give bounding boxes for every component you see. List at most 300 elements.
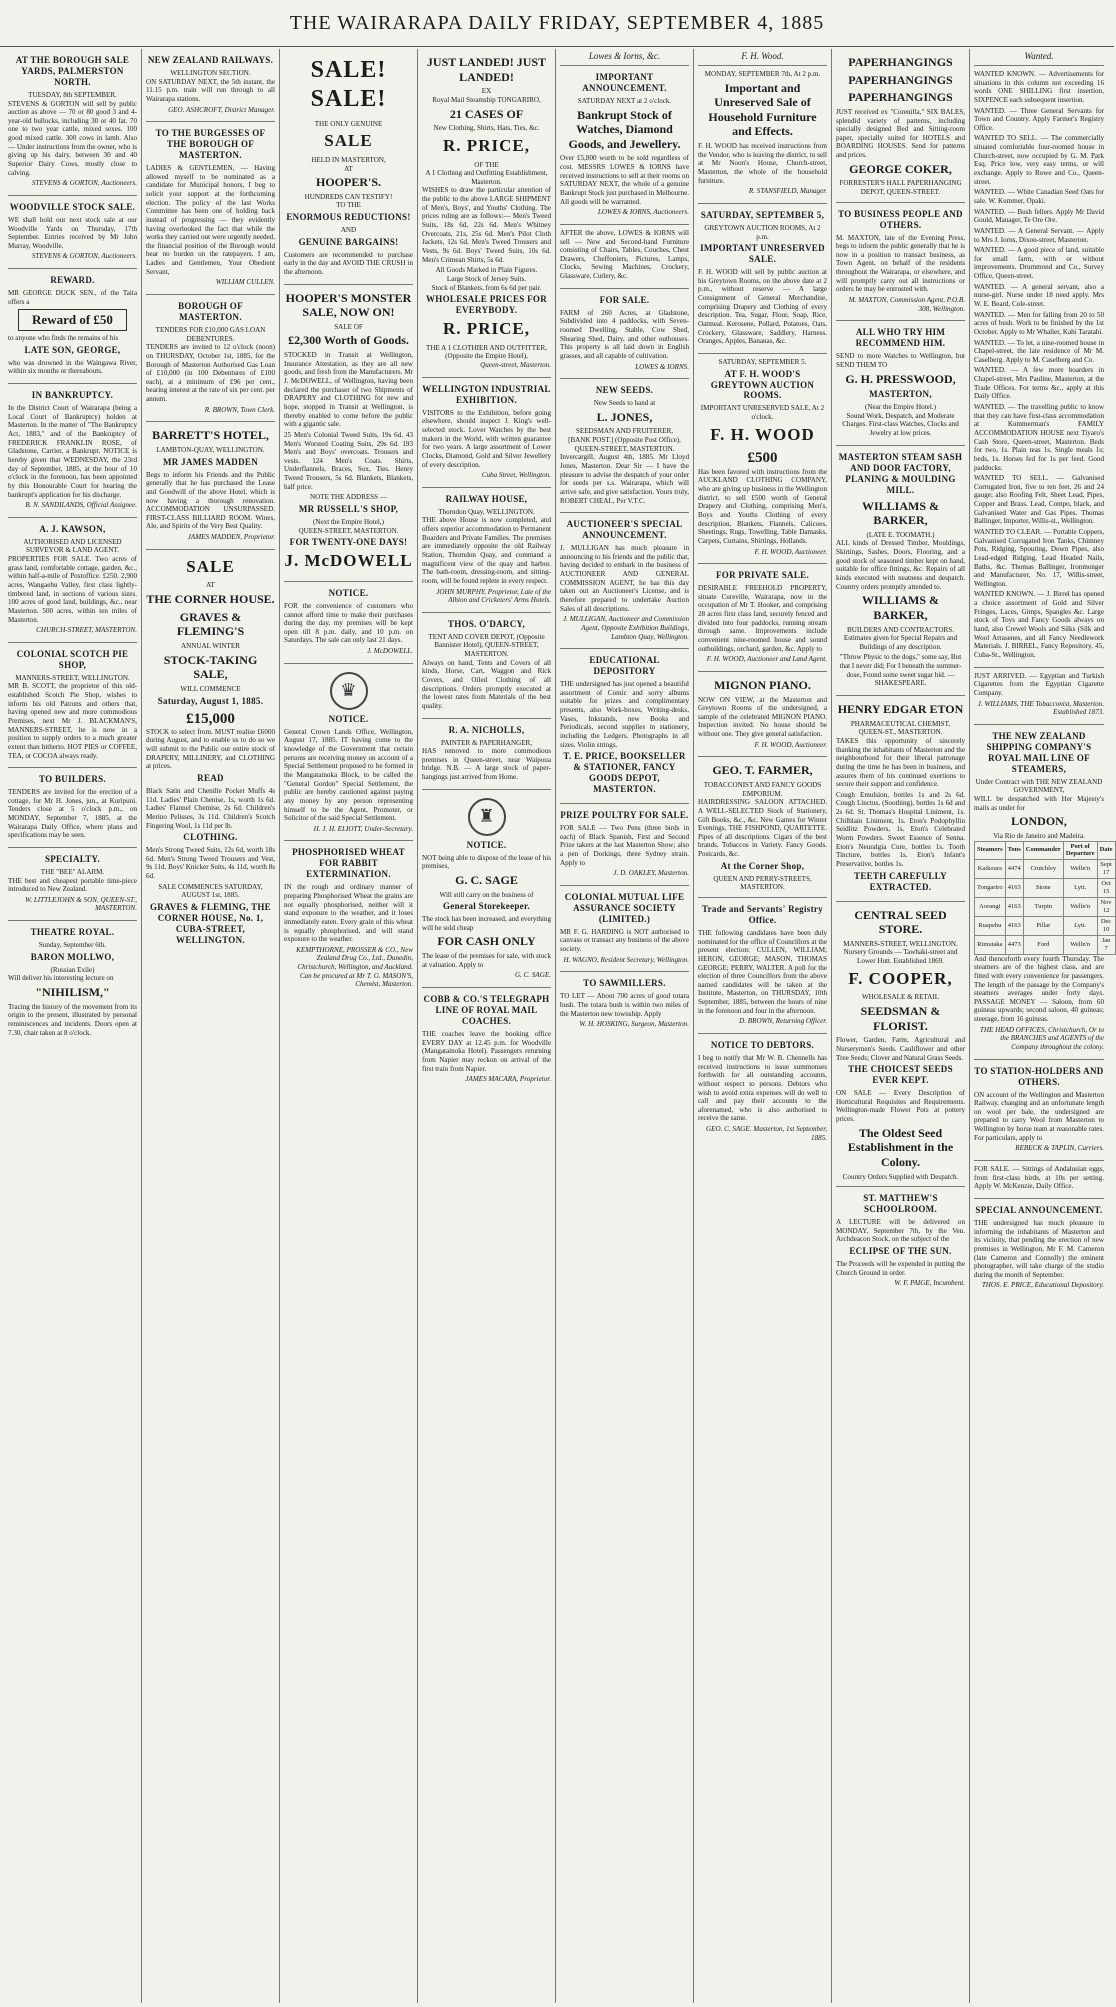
ad-title: "NIHILISM," xyxy=(35,984,110,999)
ad-title: THE CORNER HOUSE. xyxy=(146,592,275,607)
ad-body: STOCK to select from. MUST realise £6000 during August, and to enable us to do so we will submit to the Public our entire stock of DRAPERY, MILLINERY, and CLOTHING at prices. xyxy=(146,727,275,771)
ad-heading: HENRY EDGAR ETON xyxy=(837,702,964,717)
ad-monster-sale xyxy=(284,285,413,582)
table-cell: Oct 15 xyxy=(1097,879,1115,898)
ad-word: HUNDREDS CAN TESTIFY! xyxy=(304,192,393,201)
ad-signature: LOWES & IORNS. xyxy=(635,362,689,371)
ad-note: SALE COMMENCES SATURDAY, AUGUST 1st, 1885. xyxy=(158,882,263,900)
ad-body: STEVENS & GORTON will sell by public auction as above — 70 or 80 good 3 and 4-year-old bullocks, including 30 or 40 fat. 70 one to two year cattle, mixed sexes. 100 good mixed cattle. 300 cows in lamb. Also — Under instructions from the owner, who is giving up his dairy, between 30 and 40 Superior Dairy Cows, mostly close to calving. xyxy=(8,99,137,177)
ad-to-builders xyxy=(8,768,137,848)
ad-title: IMPORTANT UNRESERVED SALE. xyxy=(700,243,825,265)
ad-title: WHOLESALE PRICES FOR EVERYBODY. xyxy=(425,294,548,316)
ad-body: Flower, Garden, Farm, Agricultural and Nurserymen's Seeds. Cauliflower and other Tree Seeds; Clover and Natural Grass Seeds. xyxy=(836,1036,965,1062)
ad-signature: J. MULLIGAN, Auctioneer and Commission Agent, Opposite Exhibition Buildings, Lambton Quay, Wellington. xyxy=(563,615,689,641)
ad-word: ANNUAL WINTER xyxy=(181,642,240,650)
ad-gas-loan xyxy=(146,295,275,422)
ad-title: THE CHOICEST SEEDS EVER KEPT. xyxy=(848,1064,953,1086)
ad-phosphorised-wheat xyxy=(284,841,413,996)
column-7 xyxy=(832,49,970,2003)
ad-heading: PAPERHANGINGS xyxy=(848,90,953,105)
ad-body: Tracing the history of the movement from its origin to the present, illustrated by personal reminiscences and incidents. Doors open at 7.30, chair taken at 8 o'clock. xyxy=(8,1002,137,1037)
ad-name: G. H. PRESSWOOD, xyxy=(845,371,956,386)
ad-signature: JAMES MADDEN, Proprietor. xyxy=(187,533,275,542)
ad-heading: NOTICE. xyxy=(466,839,507,850)
ad-subheading: BUILDERS AND CONTRACTORS. xyxy=(847,625,954,634)
ad-body: WILL be despatched with Her Majesty's mails as under for xyxy=(974,794,1104,812)
column-tag: Wanted. xyxy=(974,49,1104,66)
ad-heading: THOS. O'DARCY, xyxy=(447,618,526,629)
ad-st-matthews xyxy=(836,1187,965,1295)
ad-body: 25 Men's Colonial Tweed Suits, 19s 6d. 43 Men's Worsted Coating Suits, 29s 6d. 193 Men's and Boys' overcoats. Trousers and vests. 124 Men's Coats. Shirts, Underflannels, Braces, Sox, Ties. Henry Tweed Trousers, 5s 6d. Blankets, Blankets, half price. xyxy=(284,430,413,491)
ad-title: Important and Unreserved Sale of Household Furniture and Effects. xyxy=(708,80,817,139)
ad-signature: B. N. SANDILANDS, Official Assignee. xyxy=(25,501,137,510)
ad-heading: THEATRE ROYAL. xyxy=(30,927,115,938)
ad-heading: AT F. H. WOOD'S GREYTOWN AUCTION ROOMS. xyxy=(710,368,815,401)
ad-subheading: A 1 Clothing and Outfitting Establishment, Masterton. xyxy=(425,169,548,186)
ad-body: ON SALE — Every Description of Horticultural Requisites and Requirements. Wellington-made Flower Pots at pottery prices. xyxy=(836,1089,965,1124)
table-cell: Welln'n xyxy=(1063,935,1097,954)
ad-body: HAS removed to more commodious premises in Queen-street, near Waipoua bridge. N.B. — A large stock of paper-hangings just arrived from Home. xyxy=(422,747,551,782)
ad-heading: SALE xyxy=(186,556,235,576)
ad-body: Will deliver his interesting lecture on xyxy=(8,974,114,983)
ad-signature: JAMES MACARA, Proprietor. xyxy=(465,1075,551,1084)
ad-body: THE best and cheapest portable time-piece introduced to New Zealand. xyxy=(8,876,137,894)
ad-subheading: (Next the Empire Hotel,) xyxy=(313,517,384,526)
ad-subheading: Thorndon Quay, WELLINGTON. xyxy=(438,507,535,516)
ad-body: F. H. WOOD will sell by public auction at his Greytown Rooms, on the above date at 2 p.m., without reserve — A large Consignment of General Merchandise, comprising Drapery and Clothing of every description. Tea, Sugar, Flour, Soap, Rice, Oatmeal. Kerosene, Pollard, Potatoes, Oats, Crockery, Glassware, Saddlery, Harness. Oranges, Apples, Bananas, &c. xyxy=(698,268,827,346)
table-cell: 4163 xyxy=(1005,898,1023,917)
ad-body: IN the rough and ordinary manner of preparing Phosphorised Wheat the grains are not equally phosphorised, neither will it stand exposure to the weather, and it loses immediately eaten. Every grain of this wheat is equally phosphorised, and will stand exposure to the weather. xyxy=(284,883,413,944)
table-cell: 4474 xyxy=(1005,860,1023,879)
shipping-header-cell: Port of Departure xyxy=(1063,841,1097,860)
ad-signature: W. LITTLEJOHN & SON, QUEEN-ST., MASTERTON. xyxy=(25,895,137,913)
table-cell: 4473 xyxy=(1005,935,1023,954)
shipping-table-header xyxy=(975,841,1116,860)
ad-word: HELD IN MASTERTON, xyxy=(311,155,386,164)
ad-body: TENDERS are invited for the erection of a cottage, for Mr H. Jones, jun., at Kuripuni. Tenders close at 5 o'clock p.m., on MONDAY, September 7, 1885, at the Wairarapa Daily Office, where plans and specifications may be seen. xyxy=(8,788,137,840)
ad-body: F. H. WOOD has received instructions from the Vendor, who is leaving the district, to sell at Mr Noon's House, Church-street, Masterton, the whole of the household furniture. xyxy=(698,142,827,185)
ad-notice-debtors xyxy=(698,1034,827,1149)
table-cell: Pillar xyxy=(1023,916,1063,935)
ad-subheading: THE "BEE" ALARM. xyxy=(40,867,105,876)
ad-heading: NEW ZEALAND RAILWAYS. xyxy=(147,55,274,65)
ad-name: WILLIAMS & BARKER, xyxy=(861,498,939,528)
ad-word: SALE OF xyxy=(334,322,363,331)
table-cell: Crutchley xyxy=(1023,860,1063,879)
wanted-item: WANTED TO CLEAR. — Portable Coppers, Galvanised Corrugated Iron Tanks, Chimney Pots, Ridging, Spouting, Down Pipes, also Lead-edged Ridging, Lead Headed Nails, Baths, &c. Thomas Ballinger, Ironmonger and Manufacturer, No. 17, Willis-street, Wellington. xyxy=(974,528,1104,588)
ad-title: SALE xyxy=(324,131,373,151)
ad-heading: GEO. T. FARMER, xyxy=(712,763,813,778)
ad-signature: H. J. H. ELIOTT, Under-Secretary. xyxy=(313,824,413,833)
ad-body: Estimates given for Special Repairs and Buildings of any description. xyxy=(843,634,958,651)
ad-name: G. C. SAGE xyxy=(455,872,518,887)
ad-sage-notice xyxy=(422,790,551,988)
ad-body: Has been favored with instructions from the AUCKLAND CLOTHING COMPANY, who are giving up business in the Wellington district, to sell £500 worth of General Drapery and Clothing, comprising Men's, Boys and Youths Clothing of every description, Blankets, Flannels, Calicoes, Sheetings, Rugs, Towelling, Table Damasks, Carpets, Curtains, Shirtings, Hollands. xyxy=(698,467,827,545)
ad-signature: T. E. PRICE, BOOKSELLER & STATIONER, FANCY GOODS DEPOT, MASTERTON. xyxy=(563,751,686,795)
ad-subheading: New Seeds to hand at xyxy=(593,399,656,408)
ad-body: MR GEORGE DUCK SEN., of the Taita offers a xyxy=(8,289,137,306)
beehive-icon: ♜ xyxy=(468,798,506,836)
ad-kawson xyxy=(8,518,137,643)
ad-furniture xyxy=(560,225,689,289)
ad-body: DESIRABLE FREEHOLD PROPERTY, situate Cureville, Wairarapa, now in the occupation of Mr T. Hooker, and comprising 28 acres first class land, securely fenced and divided into four paddocks, running stream through same. Improvements include convenient nine-roomed house and sound outbuildings, orchard, garden, &c. Apply to xyxy=(698,584,827,653)
ad-heading: FOR SALE. xyxy=(599,294,650,305)
column-6 xyxy=(694,49,832,2003)
ad-date: TUESDAY, 8th SEPTEMBER. xyxy=(28,90,117,99)
ad-business-people xyxy=(836,203,965,322)
ad-signature: J. D. OAKLEY, Masterton. xyxy=(613,869,689,878)
column-tag: F. H. Wood. xyxy=(698,49,827,66)
ad-word: TO THE xyxy=(336,201,361,210)
ad-word: WILL COMMENCE xyxy=(180,684,241,693)
ad-heading: SPECIAL ANNOUNCEMENT. xyxy=(975,1204,1103,1215)
masthead xyxy=(0,0,1114,47)
ad-word: AT xyxy=(344,164,353,173)
ad-household-furniture xyxy=(698,66,827,204)
ad-prize-poultry xyxy=(560,804,689,886)
ad-name: GRAVES & FLEMING'S xyxy=(176,609,245,639)
ad-note: Country Orders Supplied with Despatch. xyxy=(842,1172,959,1181)
table-cell: Welln'n xyxy=(1063,898,1097,917)
ad-subheading: QUEEN-STREET, MASTERTON. xyxy=(298,526,399,535)
ad-heading: COBB & CO.'S TELEGRAPH LINE OF ROYAL MAIL COACHES. xyxy=(423,994,550,1026)
ad-andalusian-eggs xyxy=(974,1161,1104,1199)
ad-note: Large Stock of Jersey Suits. xyxy=(446,274,527,283)
ad-body: Black Satin and Chenille Pocket Muffs 4s 11d. Ladies' Plain Chenise, 1s, worth 1s 6d. Ladies' Flannel Chemise, 2s 6d. Children's Merino Pelisses, 3s 11d. Children's Scotch Fingering Wool, 1s 11d per lb. xyxy=(146,786,275,830)
ad-heading: WELLINGTON INDUSTRIAL EXHIBITION. xyxy=(422,383,551,405)
ad-name: HOOPER'S. xyxy=(315,175,381,190)
ad-just-landed xyxy=(422,49,551,378)
ad-signature: STEVENS & GORTON, Auctioneers. xyxy=(31,252,137,261)
table-cell: Kaikoura xyxy=(975,860,1006,879)
ad-burgesses xyxy=(146,122,275,295)
ad-barretts-hotel xyxy=(146,422,275,549)
ad-body: THE coaches leave the booking office EVERY DAY at 12.45 p.m. for Woodville (Mangatainoka Hotel). Passengers returning from Napier may reckon on arrival of the first train from Napier. xyxy=(422,1029,551,1073)
ad-body: TO LET — About 700 acres of good totara bush. The totara bush is within two miles of the Masterton new township. Apply xyxy=(560,992,689,1018)
ad-signature: R. BROWN, Town Clerk. xyxy=(204,405,275,414)
ad-heading: BARRETT'S HOTEL, xyxy=(152,428,269,443)
ad-industrial-exhibition xyxy=(422,378,551,488)
ad-signature: THE HEAD OFFICES, Christchurch, Or to the BRANCHES and AGENTS of the Company throughout the colony. xyxy=(979,1025,1104,1051)
wanted-item: WANTED. — Bush fellers. Apply Mr David Gould, Manager, Te Ore Ore. xyxy=(974,207,1104,225)
ad-body: TENDERS are invited to 12 o'clock (noon) on THURSDAY, October 1st, 1885, for the Borough of Masterton Authorised Gas Loan of £10,000 (in 100 Debentures of £100 each), at a minimum of £96 per cent., bearing interest at the rate of six per cent. per annum. xyxy=(146,343,275,404)
ad-body: Nursery Grounds — Tawhaki-street and Lower Hutt. Established 1869. xyxy=(843,948,958,966)
ad-body: A LECTURE will be delivered on MONDAY, September 7th, by the Ven. Archdeacon Stock, on the subject of the xyxy=(836,1218,965,1244)
ad-subheading: MANNERS-STREET, WELLINGTON. xyxy=(843,939,958,948)
ad-railway-house xyxy=(422,488,551,613)
ad-subheading: GREYTOWN AUCTION ROOMS, At 2 p.m. xyxy=(704,223,821,241)
ad-subheading: READ xyxy=(197,773,224,783)
ad-signature: GEO. C. SAGE. Masterton, 1st September, 1885. xyxy=(706,1125,827,1142)
ad-word: THE ONLY GENUINE xyxy=(314,119,383,128)
ad-body: J. MULLIGAN has much pleasure in announcing to his friends and the public that, having decided to embark in the business of AUCTIONEER AND GENERAL COMMISSION AGENT, he has this day taken out an Auctioneer's License, and is therefore prepared to undertake Auction Sales of all descriptions. xyxy=(560,544,689,613)
ad-body: THE undersigned has just opened a beautiful assortment of Comic and sorry albums suitable for prizes and complimentary presents, also Work-boxes, Writing-desks, Vases, Inkstands, new Books and Periodicals, second supplies in stationery, including the Ledgers. Photographs in all sizes. Violin strings. xyxy=(560,680,689,749)
ad-signature: M. MAXTON, Commission Agent, P.O.B. 308, Wellington. xyxy=(848,296,965,313)
ad-woodville xyxy=(8,196,137,269)
ad-title: ENORMOUS REDUCTIONS! xyxy=(286,212,411,223)
ad-date: Sunday, September 6th. xyxy=(38,941,107,950)
ad-signature: R. STANSFIELD, Manager. xyxy=(748,187,827,196)
ad-station-holders xyxy=(974,1060,1104,1161)
ad-subheading: SEEDSMAN AND FRUITERER, xyxy=(575,427,674,436)
ad-signature: JOHN MURPHY, Proprietor, Late of the Albion and Cricketers' Arms Hotels. xyxy=(436,587,551,605)
ad-signature: KEMPTHORNE, PROSSER & CO., New Zealand Drug Co., Ltd., Dunedin, Christchurch, Wellington, and Auckland. Can be procured at Mr T. G. MASON'S, Chemist, Masterton. xyxy=(296,945,413,989)
wanted-item: WANTED. — A general servant, also a nurse-girl. Nurse under 18 need apply. Mrs W. E. Beard, Cole-street. xyxy=(974,282,1104,308)
ad-body: ON SATURDAY NEXT, the 5th instant, the 11.15 p.m. train will run through to all Wairarapa stations. xyxy=(146,77,275,103)
ad-title: 21 CASES OF xyxy=(449,106,524,121)
ad-body: The stock has been increased, and everything will be sold cheap xyxy=(422,915,551,932)
ad-subheading: TENT AND COVER DEPOT, (Opposite Bannister Hotel), QUEEN-STREET, MASTERTON. xyxy=(428,632,545,659)
ad-title: General Storekeeper. xyxy=(443,901,530,912)
ad-body: NOT being able to dispose of the lease of his premises, xyxy=(422,853,551,871)
wanted-item: WANTED. — White Canadian Seed Oats for sale. W. Kummer, Opaki. xyxy=(974,188,1104,205)
wanted-item: WANTED. — Men for falling from 20 to 50 acres of bush. Work to be finished by the 1st October. Apply to Mr Whalier, Kahi Taratahi. xyxy=(974,310,1104,336)
ad-heading: IMPORTANT ANNOUNCEMENT. xyxy=(582,71,667,93)
ad-name: F. H. WOOD xyxy=(710,424,815,444)
ad-subheading: PHARMACEUTICAL CHEMIST, xyxy=(850,719,951,728)
table-cell: Welln'n xyxy=(1063,860,1097,879)
ad-signature: F. H. WOOD, Auctioneer. xyxy=(754,740,827,749)
ad-note: Stock of Blankets, from 6s 6d per pair. xyxy=(431,283,542,292)
ad-heading: REWARD. xyxy=(50,275,95,286)
ad-name: BARON MOLLWO, xyxy=(30,951,115,962)
ad-bankrupt-stock xyxy=(560,66,689,225)
ad-councillors-election xyxy=(698,898,827,1034)
ad-title: LONDON, xyxy=(1011,814,1067,829)
shipping-header-cell: Tons xyxy=(1005,841,1023,860)
ad-heading: MASTERTON STEAM SASH AND DOOR FACTORY, PLANING & MOULDING MILL. xyxy=(838,451,963,495)
ad-heading: NOTICE TO DEBTORS. xyxy=(710,1040,815,1050)
ad-amount: £15,000 xyxy=(186,710,235,727)
ad-heading: TO STATION-HOLDERS AND OTHERS. xyxy=(974,1065,1104,1087)
ad-title: At the Corner Shop, xyxy=(720,860,805,871)
ad-name: WILLIAMS & BARKER, xyxy=(861,593,939,622)
ad-heading: JUST LANDED! JUST LANDED! xyxy=(426,55,547,84)
ad-subheading: Via Rio de Janeiro and Madeira. xyxy=(993,831,1085,840)
ad-heading: BOROUGH OF MASTERTON. xyxy=(178,301,243,323)
ad-signature: J. McDOWELL. xyxy=(367,647,413,656)
shipping-header-cell: Steamers xyxy=(975,841,1006,860)
ad-date: SATURDAY NEXT at 2 o'clock. xyxy=(577,96,672,105)
ad-name: F. COOPER, xyxy=(848,968,953,988)
ad-word: Will still carry on the business of xyxy=(439,890,534,899)
ad-name: L. JONES, xyxy=(596,409,653,424)
ad-educational-depository xyxy=(560,649,689,804)
ad-subheading: (Opposite the Empire Hotel), xyxy=(445,352,528,361)
ad-cobb-coaches xyxy=(422,988,551,1091)
shipping-table xyxy=(974,841,1116,955)
ad-title: STOCK-TAKING SALE, xyxy=(163,652,258,682)
ad-mignon-piano xyxy=(698,672,827,757)
ad-private-sale xyxy=(698,564,827,672)
wanted-item: WANTED. — A good piece of land, suitable for small farm, with or without improvements. Drummond and Co., Survey Office, Queen-street. xyxy=(974,246,1104,281)
ad-just-arrived xyxy=(974,668,1104,725)
table-cell: Turpin xyxy=(1023,898,1063,917)
ad-clothing-company xyxy=(698,354,827,564)
ad-body: Cough Emulsion, bottles 1s and 2s 6d. Cough Linctus, (Soothing), bottles 1s 6d and 2s 6d. St. Thomas's Hospital Liniment, 1s. Chilblain Liniment, 1s. Eton's Podophyllin Seidlitz Powders, 1s. Eton's Celebrated Worm Powders. Sweet Essence of Senna. Eton's Neuralgia Cure, bottles 1s. Tooth Tincture, bottles 1s. Eton's Infant's Preservative, bottles 1s. xyxy=(836,790,965,868)
table-cell: 4163 xyxy=(1005,879,1023,898)
ad-body: STOCKED in Transit at Wellington, Insurance Attestation, as they are all new goods, and fresh from the Manufacturers. Mr J. McDOWELL, of Wellington, having been declared the purchaser of two Shipments of DRAPERY and CLOTHING for new and hope, stopped in Transit at Wellington, is thereby enabled to come before the public with a gigantic sale. xyxy=(284,351,413,429)
wanted-item: WANTED. — Three General Servants for Town and Country. Apply Farmer's Registry Office. xyxy=(974,106,1104,132)
table-cell: Tongariro xyxy=(975,879,1006,898)
ad-body: WE shall hold our next stock sale at our Woodville Yards on Thursday, 17th September. Entries received by Mr John Murray, Woodville. xyxy=(8,215,137,250)
ad-body: THE following candidates have been duly nominated for the office of Councillors at the present election: CULLEN, WILLIAM; HERON, GEORGE; MASON, THOMAS GEORGE; PERRY, WALTER. A poll for the election of three Councillors from the above named candidates will be taken at the Institute, Masterton, on THURSDAY, 10th September, 1885, between the hours of nine in the forenoon and four in the afternoon. xyxy=(698,928,827,1015)
ad-subheading: CLOTHING. xyxy=(183,832,238,843)
ad-body: FOR SALE. — Sittings of Andalusian eggs, from first-class birds, at 10s per setting. Apply W. McKenzie, Daily Office. xyxy=(974,1165,1104,1191)
ad-heading: SATURDAY, SEPTEMBER 5, xyxy=(700,209,825,220)
ad-body: TAKES this opportunity of sincerely thanking the inhabitants of Masterton and the neighbourhood for their liberal patronage during the time he has been in business, and assures them of his continued exertions to secure their support and confidence. xyxy=(836,736,965,789)
ad-title: GENUINE BARGAINS! xyxy=(298,236,399,247)
ad-subheading: (Near the Empire Hotel.) xyxy=(865,403,936,412)
ad-heading: EDUCATIONAL DEPOSITORY xyxy=(589,655,660,677)
ad-signature: W. H. HOSKING, Surgeon, Masterton. xyxy=(579,1020,689,1029)
ad-name: GEORGE COKER, xyxy=(849,161,952,176)
ad-body: Sound Work, Despatch, and Moderate Charges. First-class Watches, Clocks and Jewelry at low prices. xyxy=(842,411,959,438)
column-1 xyxy=(4,49,142,2003)
ad-heading: SALE! SALE! xyxy=(310,57,387,113)
ad-heading: ALL WHO TRY HIM RECOMMEND HIM. xyxy=(855,327,946,349)
ad-heading: Trade and Servants' Registry Office. xyxy=(702,904,823,925)
ad-body: The lease of the premises for sale, with stock at valuation. Apply to xyxy=(422,952,551,969)
ad-eton-chemist xyxy=(836,696,965,901)
table-cell: Lytt. xyxy=(1063,916,1097,935)
wanted-item: WANTED TO SELL. — Galvanised Corrugated Iron, five to ten feet, 26 and 24 gauge; also Roofing Felt, Sheet Lead, Pipes, Copper and Brass. Lead, Compo, black, and Galvanised Water and Gas Pipes. Thomas Ballinger, Importer, Willis-st., Wellington. xyxy=(974,474,1104,526)
wanted-item: WANTED. — A General Servant. — Apply to Mrs J. Iorns, Dixon-street, Masterton. xyxy=(974,226,1104,244)
ad-sash-factory xyxy=(836,446,965,696)
ad-subheading: QUEEN-ST., MASTERTON. xyxy=(858,728,943,737)
ad-theatre-royal xyxy=(8,921,137,1044)
ad-reward xyxy=(8,269,137,384)
column-2 xyxy=(142,49,280,2003)
ad-special-announcement xyxy=(974,1199,1104,1297)
wanted-item: WANTED TO SELL. — The commercially situated comfortable four-roomed house in Church-street, now occupied by G. M. Park Esq. Price low, very easy terms, or will exchange. Apply to Rowe and Co., Queen-street. xyxy=(974,134,1104,186)
ad-heading: COLONIAL SCOTCH PIE SHOP, xyxy=(16,648,129,670)
ad-signature: H. WAGNO, Resident Secretary, Wellington. xyxy=(563,955,689,964)
ad-body: General Crown Lands Office, Wellington, August 17, 1885. IT having come to the knowledge of the Government that certain persons are receiving money on account of a Special Settlement proposed to be formed in the Mangatainoka Block, to be called the "General Gordon" Special Settlement, the public are hereby cautioned against paying any money by any person representing himself to be the Agent, Promoter, or Solicitor of the said Special Settlement. xyxy=(284,727,413,823)
ad-heading: PHOSPHORISED WHEAT FOR RABBIT EXTERMINATION. xyxy=(292,847,405,880)
ad-word: AT xyxy=(206,581,215,590)
ad-body: FOR the convenience of customers who cannot afford time to make their purchases during the day, my premises will be kept open till 8 p.m. daily, and 10 p.m. on Saturdays. The sale can only last 21 days. xyxy=(284,601,413,645)
ad-title: FOR CASH ONLY xyxy=(437,934,536,949)
table-cell: Dec 10 xyxy=(1097,916,1115,935)
ad-note: TEETH CAREFULLY EXTRACTED. xyxy=(854,870,947,892)
ad-greytown-sale xyxy=(698,204,827,354)
wanted-item: WANTED KNOWN. — J. Birrel has opened a choice assortment of Gold and Silver Fringes, Laces, Gimps, Spangles &c. Large stock of Toys and Fancy Goods always on hand, also Crewel Wools and Silks (Silk and Wool Arrasenes, and all Fancy Needlework Materials. J. BIRREL, Fancy Repository, 45, Cuba-St., Wellington. xyxy=(974,590,1104,659)
ad-body: In the District Court of Wairarapa (being a Local Court of Bankruptcy) holden at Masterton. In the matter of "The Bankruptcy Act, 1883," and of the Bankruptcy of FREDERICK FRANKLIN ROSE, of Gladstone, Carrier, a Bankrupt. NOTICE is hereby given that WEDNESDAY, the 23rd day of September, 1885, at the hour of 10 o'clock in the forenoon, has been appointed by this Honourable Court for hearing the bankrupt's application for his discharge. xyxy=(8,404,137,499)
wanted-item: WANTED. — To let, a nine-roomed house in Chapel-street, the late residence of Mr M. Caselberg. Apply to M. Caselberg and Co. xyxy=(974,338,1104,364)
column-tag: Lowes & Iorns, &c. xyxy=(560,49,689,66)
column-4 xyxy=(418,49,556,2003)
masthead-date: SEPTEMBER 4, 1885 xyxy=(626,11,825,34)
ad-heading: R. A. NICHOLLS, xyxy=(448,724,525,735)
ad-subheading: QUEEN AND PERRY-STREETS, MASTERTON. xyxy=(713,874,812,892)
ad-heading: MIGNON PIANO. xyxy=(714,677,811,692)
ad-word: OF THE xyxy=(474,160,499,169)
ad-new-seeds xyxy=(560,379,689,513)
ad-heading: TO BUSINESS PEOPLE AND OTHERS. xyxy=(838,208,963,230)
ad-subheading: [BANK POST.] (Opposite Post Office), QUEEN-STREET, MASTERTON. xyxy=(568,436,681,453)
table-cell: Sept 17 xyxy=(1097,860,1115,879)
ad-heading: NOTICE. xyxy=(328,713,369,724)
ad-body: PROPERTIES FOR SALE. Two acres of grass land, comfortable cottage, garden, &c., within half-a-mile of Postoffice. £250. 2,900 acres, Wangaehu Valley, first class lightly-timbered land, in sections of various sizes. 100 acres of good land, buildings, &c., near Masterton. 500 acres, within ten miles of Masterton. xyxy=(8,555,137,624)
ad-subheading: New Clothing, Shirts, Hats, Ties, &c. xyxy=(433,124,540,133)
table-cell: Ford xyxy=(1023,935,1063,954)
ad-sawmillers xyxy=(560,972,689,1036)
shipping-header-cell: Commander xyxy=(1023,841,1063,860)
ad-corner-house xyxy=(146,550,275,954)
ad-farmer-tobacconist xyxy=(698,757,827,898)
ad-body: Customers are recommended to purchase early in the day and AVOID THE CRUSH in the afternoon. xyxy=(284,250,413,276)
table-row xyxy=(975,935,1116,954)
column-8 xyxy=(970,49,1113,2003)
ad-body: Always on hand, Tents and Covers of all kinds, Horse, Cart, Waggon and Rick Covers, and Oiled Clothing of all descriptions. Orders promptly executed at the lowest rates from Materials of the best quality. xyxy=(422,658,551,710)
ad-name: R. PRICE, xyxy=(443,319,530,339)
ad-subheading: Under Contract with THE NEW ZEALAND GOVERNMENT, xyxy=(975,777,1103,795)
ad-signature: F. H. WOOD, Auctioneer and Land Agent. xyxy=(706,655,827,664)
ad-subheading: WELLINGTON SECTION. xyxy=(170,68,251,77)
ad-body: NOW ON VIEW, at the Masterton and Greytown Rooms of the undersigned, a sample of the celebrated MIGNON PIANO. Inspection invited. No house should be without one. They give general satisfaction. xyxy=(698,695,827,739)
ad-nicholls xyxy=(422,719,551,790)
ad-date: Saturday, August 1, 1885. xyxy=(157,695,264,706)
ad-body: M. MAXTON, late of the Evening Press, begs to inform the public generally that he is now in a position to transact business, as Town Agent, on behalf of the residents throughout the Wairarapa, or elsewhere, and will promptly carry out all instructions or orders he may be entrusted with. xyxy=(836,233,965,294)
ad-bee-alarm xyxy=(8,848,137,921)
ad-subheading: TOBACCONIST AND FANCY GOODS EMPORIUM. xyxy=(703,781,822,798)
ad-heading: AT THE BOROUGH SALE YARDS, PALMERSTON NORTH. xyxy=(15,55,130,87)
table-cell: 4163 xyxy=(1005,916,1023,935)
ad-body: JUST received ex "Corenilla," SIX BALES, splendid variety of patterns, including specially designed Bed and Sitting-room paper, specially suited for HOTELS and BOARDING HOUSES. Send for patterns and prices. xyxy=(836,107,965,160)
ad-hoopers-sale xyxy=(284,49,413,285)
table-row xyxy=(975,860,1116,879)
ad-body: Invercargill, August 4th, 1885. Mr Lloyd Jones, Masterton. Dear Sir — I have the pleasure to advise the despatch of your order for seeds per s.s. Wairarapa, which will arrive safe, and give satisfaction. Yours truly, ROBERT CHEAL, Per V.T.C. xyxy=(560,453,689,505)
ad-body: JUST ARRIVED. — Egyptian and Turkish Cigarettes from the Egyptian Cigarette Company. xyxy=(974,671,1104,697)
ad-presswood xyxy=(836,321,965,445)
ad-title: The Oldest Seed Establishment in the Colony. xyxy=(847,1125,954,1169)
ad-heading: COLONIAL MUTUAL LIFE ASSURANCE SOCIETY (LIMITED.) xyxy=(564,891,685,924)
ad-subheading: AUTHORISED AND LICENSED SURVEYOR & LAND AGENT. xyxy=(23,537,122,555)
ad-title: FOR TWENTY-ONE DAYS! xyxy=(289,537,408,548)
ad-subheading: Royal Mail Steamship TONGARIRO, xyxy=(432,95,541,104)
ad-heading: FOR PRIVATE SALE. xyxy=(715,570,810,581)
ad-shipping-company xyxy=(974,725,1113,1060)
ad-heading: NEW SEEDS. xyxy=(595,385,654,396)
ad-subheading: THE A 1 CLOTHIER AND OUTFITTER, xyxy=(426,343,547,352)
ad-quote: "Throw Physic to the dogs," some say, But that I never did; For I beneath the summer-dose, Found some sweet sugar hid. — SHAKESPEARE. xyxy=(839,653,962,688)
ad-signature: Cuba Street, Wellington. xyxy=(481,471,551,480)
ad-heading: PRIZE POULTRY FOR SALE. xyxy=(560,810,689,821)
ad-note: All Goods Marked in Plain Figures. xyxy=(435,266,538,275)
ad-body: Men's Strong Tweed Suits, 12s 6d, worth 18s 6d. Men's Strong Tweed Trousers and Vest, 9s 11d. Boys' Knicker Suits, 4s 11d, worth 8s 6d. xyxy=(146,846,275,881)
ad-signature: F. H. WOOD, Auctioneer. xyxy=(754,547,827,556)
ad-signature: D. BROWN, Returning Officer. xyxy=(739,1017,827,1026)
ad-subheading: (LATE E. TOOMATH.) xyxy=(866,530,935,539)
ad-heading: WOODVILLE STOCK SALE. xyxy=(9,201,136,212)
ad-date: MONDAY, SEPTEMBER 7th, At 2 p.m. xyxy=(704,69,821,78)
masthead-title: THE WAIRARAPA DAILY FRIDAY, xyxy=(289,11,621,34)
wanted-item: WANTED. — The travelling public to know that they can have first-class accommodation at Kummerman's FAMILY ACCOMMODATION HOUSE next Tiyaro's Cash Store, Queen-street, Masterton. Beds for two, 1s. Plain teas 1s. Single meals 1s; beds, 1s. Horses fed for 1s per feed. Good paddocks. xyxy=(974,403,1104,472)
ad-body: THE undersigned has much pleasure in informing the inhabitants of Masterton and its vicinity, that pending the erection of new premises in Wellington, Mr F. M. Cameron (late Cameron and Connolly) the eminent photographer, will take charge of the studio during the month of September. xyxy=(974,1218,1104,1279)
ad-central-seed-store xyxy=(836,902,965,1188)
ad-crown-lands xyxy=(284,664,413,842)
ad-word: AND xyxy=(340,226,357,235)
ad-body: SEND to more Watches to Wellington, but SEND THEM TO xyxy=(836,352,965,369)
ad-colonial-mutual xyxy=(560,886,689,972)
table-cell: Stone xyxy=(1023,879,1063,898)
table-row xyxy=(975,879,1116,898)
ad-auctioneer-special xyxy=(560,513,689,649)
ad-signature: J. WILLIAMS, THE Tobacconist, Masterton. Established 1873. xyxy=(977,699,1104,717)
table-cell: Jan 7 xyxy=(1097,935,1115,954)
ad-heading: NOTICE. xyxy=(328,587,369,598)
